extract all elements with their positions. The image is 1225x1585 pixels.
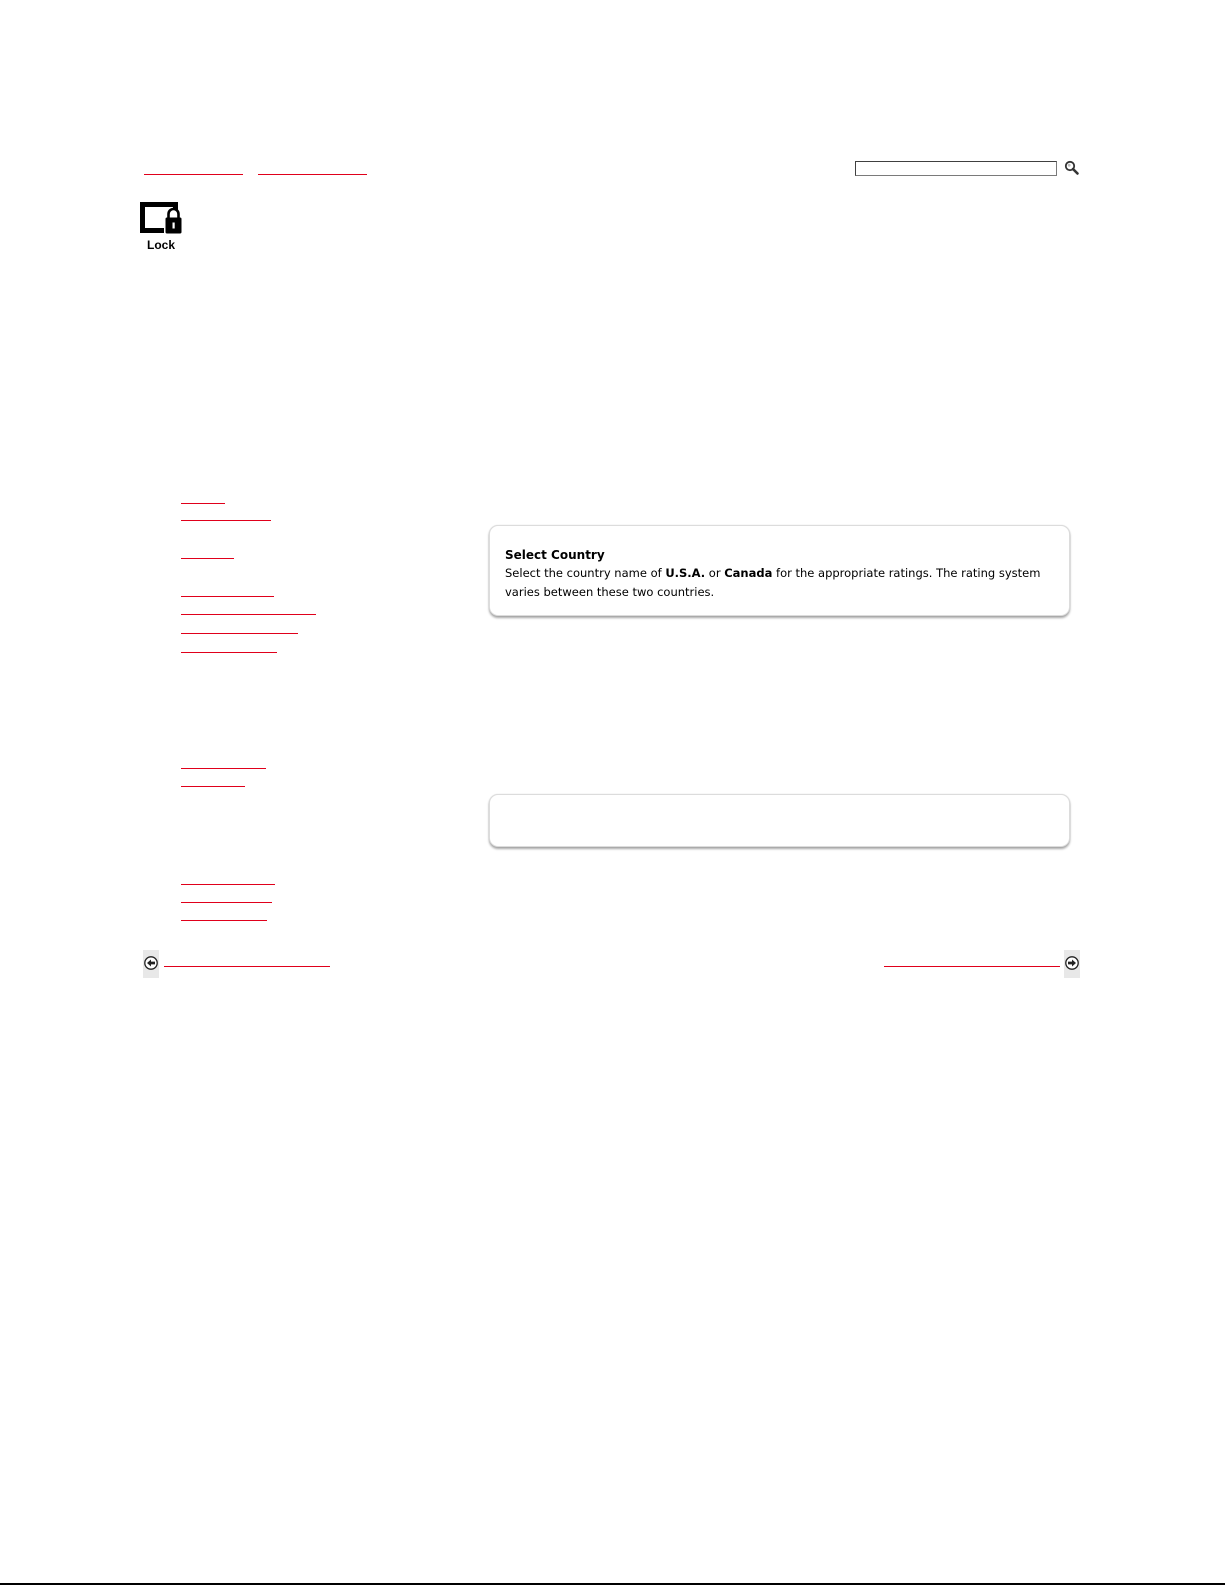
nav-link-12[interactable] [181, 908, 267, 921]
nav-link-7[interactable] [181, 640, 277, 653]
breadcrumb-link-1[interactable] [144, 162, 243, 175]
empty-card [489, 794, 1070, 847]
card-title: Select Country [505, 548, 605, 562]
search-input[interactable] [855, 161, 1057, 176]
next-page-link[interactable] [884, 954, 1060, 967]
nav-link-10[interactable] [181, 872, 275, 885]
nav-link-2[interactable] [181, 508, 271, 521]
lock-icon [138, 200, 186, 236]
nav-link-8[interactable] [181, 756, 266, 769]
canada-option-text: Canada [724, 566, 773, 580]
next-page-button[interactable] [1064, 950, 1080, 978]
lock-label: Lock [146, 238, 175, 252]
usa-option-text: U.S.A. [665, 566, 706, 580]
arrow-right-icon [1065, 956, 1079, 970]
nav-link-5[interactable] [181, 602, 316, 615]
info-card-select-country [489, 525, 1070, 616]
nav-link-6[interactable] [181, 621, 298, 634]
nav-link-4[interactable] [181, 584, 274, 597]
nav-link-11[interactable] [181, 890, 272, 903]
prev-page-button[interactable] [143, 950, 159, 978]
nav-link-1[interactable] [181, 491, 225, 504]
nav-link-3[interactable] [181, 546, 234, 559]
search-icon[interactable] [1064, 160, 1080, 176]
card-description: Select the country name of U.S.A. or Canada for the appropriate ratings. The rating system varies between these two countries. [505, 566, 1041, 599]
prev-page-link[interactable] [164, 954, 330, 967]
arrow-left-icon [144, 956, 158, 970]
nav-link-9[interactable] [181, 774, 245, 787]
breadcrumb-link-2[interactable] [258, 162, 367, 175]
